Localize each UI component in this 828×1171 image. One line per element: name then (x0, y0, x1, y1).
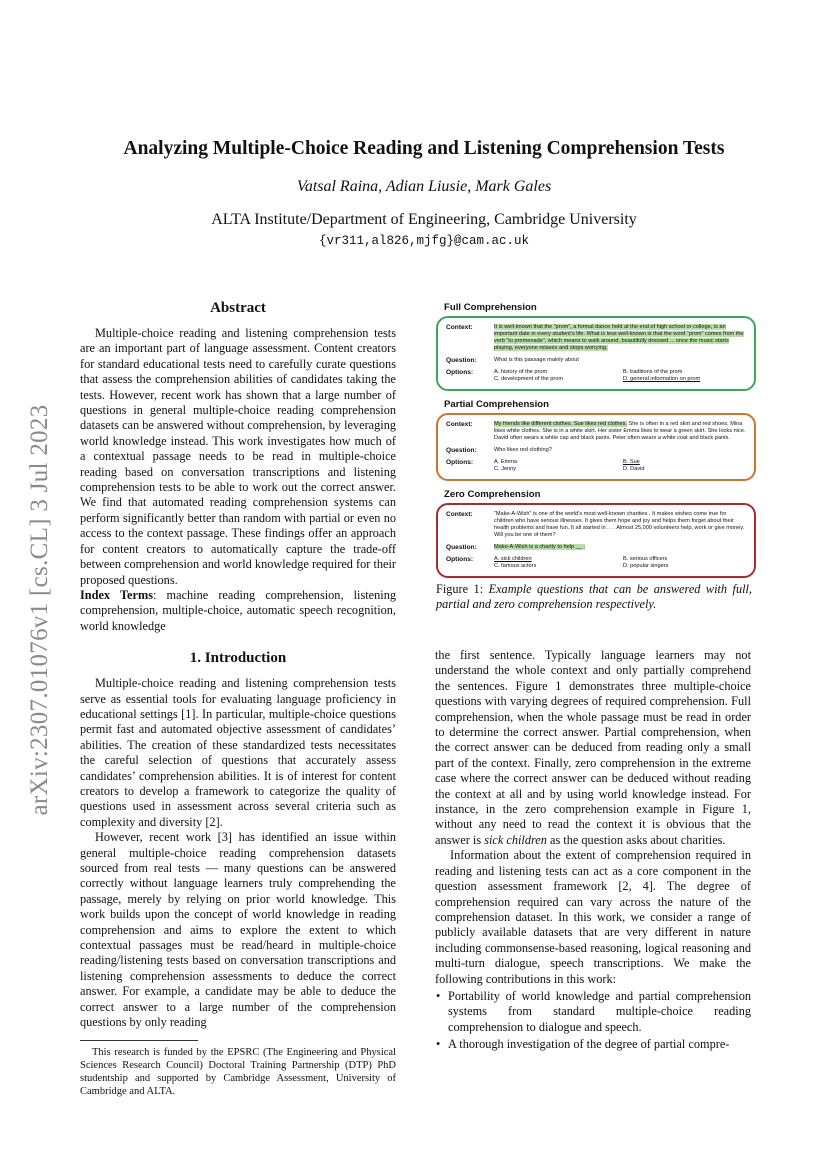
zero-comprehension-box (436, 503, 756, 578)
options-label: Options: (446, 369, 474, 376)
arxiv-identifier-text: arXiv:2307.01076v1 [cs.CL] 3 Jul 2023 (26, 404, 53, 816)
options-label: Options: (446, 459, 474, 466)
paper-authors: Vatsal Raina, Adian Liusie, Mark Gales (296, 178, 552, 195)
context-label: Context: (446, 511, 473, 518)
option: B. traditions of the prom (623, 369, 683, 375)
full-context-text: It is well-known that the “prom”, a formal dance held at the end of high school or college, is an important date in every student’s life. What is less well-known is that the word “prom” comes from the verb “to promenade”, which means to walk around, beautifully dressed ... once the music starts playing, everyone relaxes and stops worrying. (494, 324, 744, 351)
full-comprehension-title: Full Comprehension (444, 302, 537, 313)
index-terms (80, 588, 396, 634)
option: A. history of the prom (494, 369, 548, 375)
partial-question-text: Who likes red clothing? (494, 447, 552, 453)
question-label: Question: (446, 447, 477, 454)
partial-options (494, 459, 746, 473)
partial-comprehension-title: Partial Comprehension (444, 399, 550, 410)
contributions-list (435, 989, 751, 1053)
arxiv-identifier (20, 380, 60, 840)
full-options-row (446, 369, 746, 383)
correct-option: A. sick children (494, 556, 532, 562)
full-context-row (446, 324, 746, 352)
list-item: • Portability of world knowledge and partial comprehension systems from standard multiple-choice reading comprehension to dialogue and speech. (435, 989, 751, 1035)
context-label: Context: (446, 421, 473, 428)
zero-comprehension-title: Zero Comprehension (444, 489, 541, 500)
partial-context-text: She is often in a red skirt and red shoes. Mina likes white clothes. She is in a white skirt. Her sister Emma likes to wear a green skirt. She looks nice. David often wears a white cap and black pants. Peter often wears a white coat and black pants. (494, 421, 746, 441)
option: C. famous actors (494, 563, 537, 569)
paper-title: Analyzing Multiple-Choice Reading and Listening Comprehension Tests (123, 138, 725, 159)
abstract-text: Multiple-choice reading and listening comprehension tests are an important part of language assessment. Content creators for standard educational tests need to carefully curate questions that assess the comprehension abilities of candidates taking the tests. However, recent work has shown that a large number of questions in general multiple-choice reading comprehension datasets can be answered without comprehension, by leveraging world knowledge instead. This work investigates how much of a contextual passage needs to be read in multiple-choice reading based on conversation transcriptions and listening comprehension tests to be able to work out the correct answer. We find that automated reading comprehension systems can perform significantly better than random with partial or even no access to the context passage. These findings offer an approach for content creators to automatically capture the trade-off between comprehension and world knowledge required for their proposed questions. (80, 326, 396, 587)
index-terms-label: Index Terms (80, 587, 153, 602)
email: {vr311,al826,mjfg}@cam.ac.uk (318, 234, 530, 248)
emphasis-sick-children: sick children (484, 832, 547, 847)
abstract-heading: Abstract (210, 300, 266, 316)
zero-question-row (446, 544, 746, 551)
left-column (80, 298, 396, 1098)
index-terms-text: : machine reading comprehension, listening comprehension, multiple-choice, automatic speech recognition, world knowledge (80, 587, 396, 633)
options-label: Options: (446, 556, 474, 563)
intro-paragraph-1: Multiple-choice reading and listening comprehension tests serve as essential tools for evaluating language proficiency in educational settings [1]. In particular, multiple-choice questions permit fast and automated objective assessment of candidates’ abilities. The creation of these standardized tests necessitates the careful selection of questions that accurately assess candidates’ comprehension abilities. It is of interest for content creators to develop a framework to categorize the quality of questions used in assessment across several criteria such as complexity and diversity [2]. (80, 676, 396, 829)
partial-context-row (446, 421, 746, 442)
zero-context-row (446, 511, 746, 539)
right-column (435, 648, 751, 1055)
right-paragraph-1 (435, 648, 751, 848)
figure-caption (436, 582, 752, 613)
full-comprehension-box (436, 316, 756, 391)
zero-options-row (446, 556, 746, 570)
list-item: • A thorough investigation of the degree of partial compre- (435, 1037, 751, 1052)
option: B. serious officers (623, 556, 668, 562)
figure-1 (436, 302, 756, 586)
question-label: Question: (446, 544, 477, 551)
option: C. development of the prom (494, 376, 564, 382)
full-question-text: What is this passage mainly about (494, 357, 579, 363)
option: D. David (623, 466, 645, 472)
zero-question-text: Make-A-Wish is a charity to help __ . (494, 544, 586, 550)
intro-paragraph-2: However, recent work [3] has identified an issue within general multiple-choice reading comprehension datasets sourced from real tests — many questions can be answered correctly without language learners truly comprehending the passage, merely by relying on prior world knowledge. This work builds upon the concept of world knowledge in reading comprehension and aims to explore the extent to which contextual passages must be read/heard in multiple-choice reading/listening tests based on conversation transcriptions and listening comprehension assessments to deduce the correct answer. For example, a candidate may be able to deduce the correct answer to a large number of the comprehension questions by only reading (80, 830, 396, 1030)
correct-option: B. Sue (623, 459, 640, 465)
footnote-divider (80, 1040, 198, 1041)
correct-option: D. general information on prom (623, 376, 701, 382)
right-paragraph-1-text: the first sentence. Typically language learners may not understand the whole context and only partially comprehend the sentences. Figure 1 demonstrates three multiple-choice questions with varying degrees of required comprehension. Full comprehension, when the whole passage must be read in order to determine the correct answer. Partial comprehension, when the correct answer can be deduced from reading only a small part of the context. Finally, zero comprehension in the extreme case where the correct answer can be deduced without reading the context at all and by using world knowledge instead. For instance, in the zero comprehension example in Figure 1, without any need to read the context it is obvious that the answer is (435, 648, 751, 847)
full-question-row (446, 357, 746, 364)
right-paragraph-1-end: as the question asks about charities. (546, 832, 726, 847)
figure-caption-label: Figure 1: (436, 582, 484, 596)
introduction-heading: 1. Introduction (189, 650, 287, 667)
zero-options (494, 556, 746, 570)
partial-options-row (446, 459, 746, 473)
affiliation: ALTA Institute/Department of Engineering, Cambridge University (211, 211, 637, 228)
context-label: Context: (446, 324, 473, 331)
zero-context-text: “Make-A-Wish” is one of the world’s most well-known charities . It makes wishes come true for children who have serious illnesses. It gives them hope and joy and helps them forget about their health problems and have fun. It all started in . . . Almost 25,000 volunteers help, work or give money. Will you be one of them? (494, 511, 745, 538)
option: D. popular singers (623, 563, 669, 569)
option: A. Emma (494, 459, 518, 465)
footnote: This research is funded by the EPSRC (The Engineering and Physical Sciences Research Council) Doctoral Training Partnership (DTP) PhD studentship and supported by Cambridge Assessment, University of Cambridge and ALTA. (80, 1047, 396, 1098)
partial-comprehension-box (436, 413, 756, 481)
full-options (494, 369, 746, 383)
option: C. Jenny (494, 466, 517, 472)
partial-question-row (446, 447, 746, 454)
partial-context-highlight: My friends like different clothes. Sue likes red clothes. (494, 421, 627, 427)
figure-caption-text: Example questions that can be answered with full, partial and zero comprehension respectively. (436, 582, 752, 612)
question-label: Question: (446, 357, 477, 364)
right-paragraph-2: Information about the extent of comprehension required in reading and listening tests can act as a core component in the question assessment framework [2, 4]. The degree of comprehension required can vary across the nature of the comprehension dataset. In this work, we consider a range of publicly available datasets that are very different in nature including commonsense-based reasoning, logical reasoning and multi-turn dialogue, speech transcriptions. We make the following contributions in this work: (435, 848, 751, 986)
